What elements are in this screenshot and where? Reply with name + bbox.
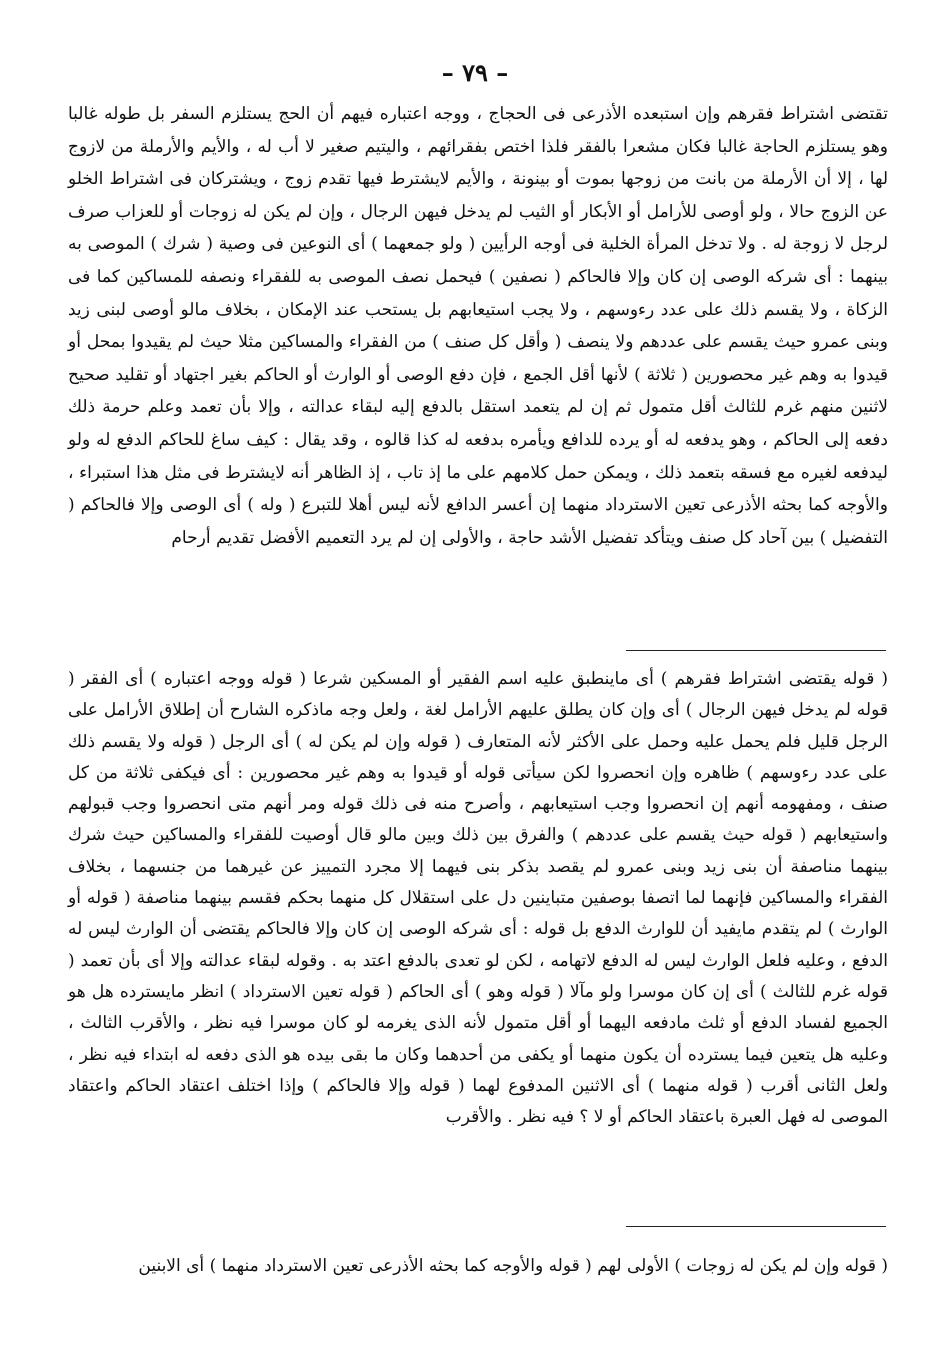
main-paragraph: تقتضى اشتراط فقرهم وإن استبعده الأذرعى فى الحجاج ، ووجه اعتباره فيهم أن الحج يستلزم السفر بل طوله غالبا وهو يستلزم الحاجة غالبا فكان مشعرا بالفقر فلذا اختص بفقرائهم ، واليتيم صغير لا أب له ، والأيم والأرملة من لازوج لها ، إلا أن الأرملة من بانت من زوجها بموت أو بينونة ، والأيم لايشترط فيها تقدم زوج ، ويشتركان فى اشتراط الخلو عن الزوج حالا ، ولو أوصى للأرامل أو الأبكار أو الثيب لم يدخل فيهن الرجال ، وإن لم يكن له زوجات أو للعزاب صرف لرجل لا زوجة له . ولا تدخل المرأة الخلية فى أوجه الرأيين ( ولو جمعهما ) أى النوعين فى وصية ( شرك ) الموصى به بينهما : أى شركه الوصى إن كان وإلا فالحاكم ( نصفين ) فيحمل نصف الموصى به للفقراء ونصفه للمساكين كما فى الزكاة ، ولا يقسم ذلك على عدد رءوسهم ، ولا يجب استيعابهم بل يستحب عند الإمكان ، بخلاف مالو أوصى لبنى زيد وبنى عمرو حيث يقسم على عددهم ولا ينصف ( وأقل كل صنف ) من الفقراء والمساكين مثلا حيث لم يقيدوا بمحل أو قيدوا به وهم غير محصورين ( ثلاثة ) لأنها أقل الجمع ، فإن دفع الوصى أو الوارث أو الحاكم بغير اجتهاد أو تقليد صحيح لاثنين منهم غرم للثالث أقل متمول ثم إن لم يتعمد استقل بالدفع إليه لبقاء عدالته ، وإلا بأن تعمد وعلم حرمة ذلك دفعه إلى الحاكم ، وهو يدفعه له أو يرده للدافع ويأمره بدفعه له كذا قالوه ، وقد يقال : كيف ساغ للحاكم الدفع له ولو ليدفعه لغيره مع فسقه بتعمد ذلك ، ويمكن حمل كلامهم على ما إذ تاب ، إذ الظاهر أنه لايشترط فى مثل هذا استبراء ، والأوجه كما بحثه الأذرعى تعين الاسترداد منهما إن أعسر الدافع لأنه ليس أهلا للتبرع ( وله ) أى الوصى وإلا فالحاكم ( التفضيل ) بين آحاد كل صنف ويتأكد تفضيل الأشد حاجة ، والأولى إن لم يرد التعميم الأفضل تقديم أرحام — [68, 104, 888, 548]
commentary-paragraph: ( قوله يقتضى اشتراط فقرهم ) أى ماينطبق عليه اسم الفقير أو المسكين شرعا ( قوله ووجه اعتباره ) أى الفقر ( قوله لم يدخل فيهن الرجال ) أى وإن كان يطلق عليهم الأرامل لغة ، ولعل وجه ماذكره الشارح أن إطلاق الأرامل على الرجل قليل فلم يحمل عليه وحمل على الأكثر لأنه المتعارف ( قوله وإن لم يكن له ) أى الرجل ( قوله ولا يقسم ذلك على عدد رءوسهم ) ظاهره وإن انحصروا لكن سيأتى قوله أو قيدوا به وهم غير محصورين : أى فيكفى ثلاثة من كل صنف ، ومفهومه أنهم إن انحصروا وجب استيعابهم ، وأصرح منه فى ذلك قوله ومر أنهم متى انحصروا وجب قبولهم واستيعابهم ( قوله حيث يقسم على عددهم ) والفرق بين ذلك وبين مالو قال أوصيت للفقراء والمساكين حيث شرك بينهما مناصفة أن بنى زيد وبنى عمرو لم يقصد بذكر بنى فيهما إلا مجرد التمييز عن غيرهما من جنسهما ، بخلاف الفقراء والمساكين فإنهما لما اتصفا بوصفين متباينين دل على استقلال كل منهما بحكم فقسم بينهما مناصفة ( قوله أو الوارث ) لم يتقدم مايفيد أن للوارث الدفع بل قوله : أى شركه الوصى إن كان وإلا فالحاكم يقتضى أن الوارث ليس له الدفع ، وعليه فلعل الوارث ليس له الدفع لاتهامه ، لكن لو تعدى بالدفع اعتد به . وقوله لبقاء عدالته وإلا أى بأن تعمد ( قوله غرم للثالث ) أى إن كان موسرا ولو مآلا ( قوله وهو ) أى الحاكم ( قوله تعين الاسترداد ) انظر مايسترده هل هو الجميع لفساد الدفع أو ثلث مادفعه اليهما أو أقل متمول لأنه الذى يغرمه لو كان موسرا فيه نظر ، والأقرب الثالث ، وعليه هل يتعين فيما يسترده أن يكون منهما أو يكفى من أحدهما وكان ما بقى بيده هو الذى دفعه له ابتداء فيه نظر ، ولعل الثانى أقرب ( قوله منهما ) أى الاثنين المدفوع لهما ( قوله وإلا فالحاكم ) وإذا اختلف اعتقاد الحاكم واعتقاد الموصى له فهل العبرة باعتقاد الحاكم أو لا ؟ فيه نظر . والأقرب — [68, 669, 888, 1128]
footnote — [68, 1250, 888, 1282]
main-text — [68, 98, 888, 554]
separator-line — [626, 1226, 886, 1227]
footnote-paragraph: ( قوله وإن لم يكن له زوجات ) الأولى لهم ( قوله والأوجه كما بحثه الأذرعى تعين الاسترداد منهما ) أى الابنين — [138, 1256, 888, 1276]
separator-line — [626, 650, 886, 651]
page-number: – ٧٩ – — [441, 58, 509, 87]
commentary — [68, 664, 888, 1133]
